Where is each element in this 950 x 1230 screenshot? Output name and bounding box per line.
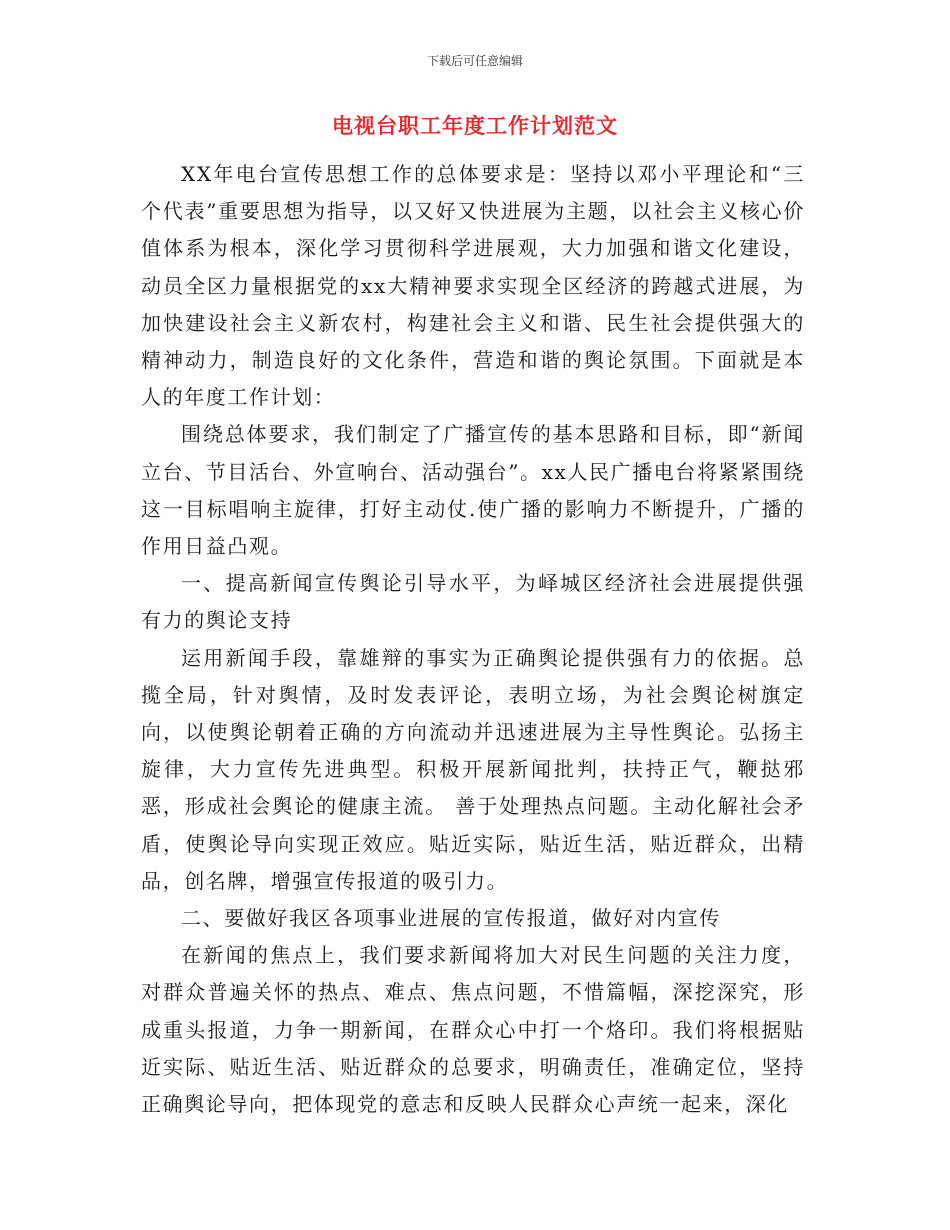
page-header: 下载后可任意编辑 <box>426 54 523 68</box>
document-body <box>141 156 805 1123</box>
section-heading: 一、提高新闻宣传舆论引导水平，为峄城区经济社会进展提供强有力的舆论支持 <box>141 571 805 633</box>
section-heading: 二、要做好我区各项事业进展的宣传报道，做好对内宣传 <box>181 906 721 931</box>
paragraph: XX年电台宣传思想工作的总体要求是：坚持以邓小平理论和“三个代表”重要思想为指导，以又好又快进展为主题，以社会主义核心价值体系为根本，深化学习贯彻科学进展观，大力加强和谐文化建设，动员全区力量根据党的xx大精神要求实现全区经济的跨越式进展，为加快建设社会主义新农村，构建社会主义和谐、民生社会提供强大的精神动力，制造良好的文化条件，营造和谐的舆论氛围。下面就是本人的年度工作计划： <box>141 162 805 410</box>
paragraph: 围绕总体要求，我们制定了广播宣传的基本思路和目标，即“新闻立台、节目活台、外宣响台、活动强台”。xx人民广播电台将紧紧围绕这一目标唱响主旋律，打好主动仗.使广播的影响力不断提升，广播的作用日益凸观。 <box>141 422 805 559</box>
paragraph: 在新闻的焦点上，我们要求新闻将加大对民生问题的关注力度，对群众普遍关怀的热点、难点、焦点问题，不惜篇幅，深挖深究，形成重头报道，力争一期新闻，在群众心中打一个烙印。我们将根据贴近实际、贴近生活、贴近群众的总要求，明确责任，准确定位，坚持正确舆论导向，把体现党的意志和反映人民群众心声统一起来，深化 <box>141 943 805 1117</box>
document-title: 电视台职工年度工作计划范文 <box>332 114 618 138</box>
paragraph: 运用新闻手段，靠雄辩的事实为正确舆论提供强有力的依据。总揽全局，针对舆情，及时发表评论，表明立场，为社会舆论树旗定向，以使舆论朝着正确的方向流动并迅速进展为主导性舆论。弘扬主旋律，大力宣传先进典型。积极开展新闻批判，扶持正气，鞭挞邪恶，形成社会舆论的健康主流。 善于处理热点问题。主动化解社会矛盾，使舆论导向实现正效应。贴近实际，贴近生活，贴近群众，出精品，创名牌，增强宣传报道的吸引力。 <box>141 645 805 893</box>
